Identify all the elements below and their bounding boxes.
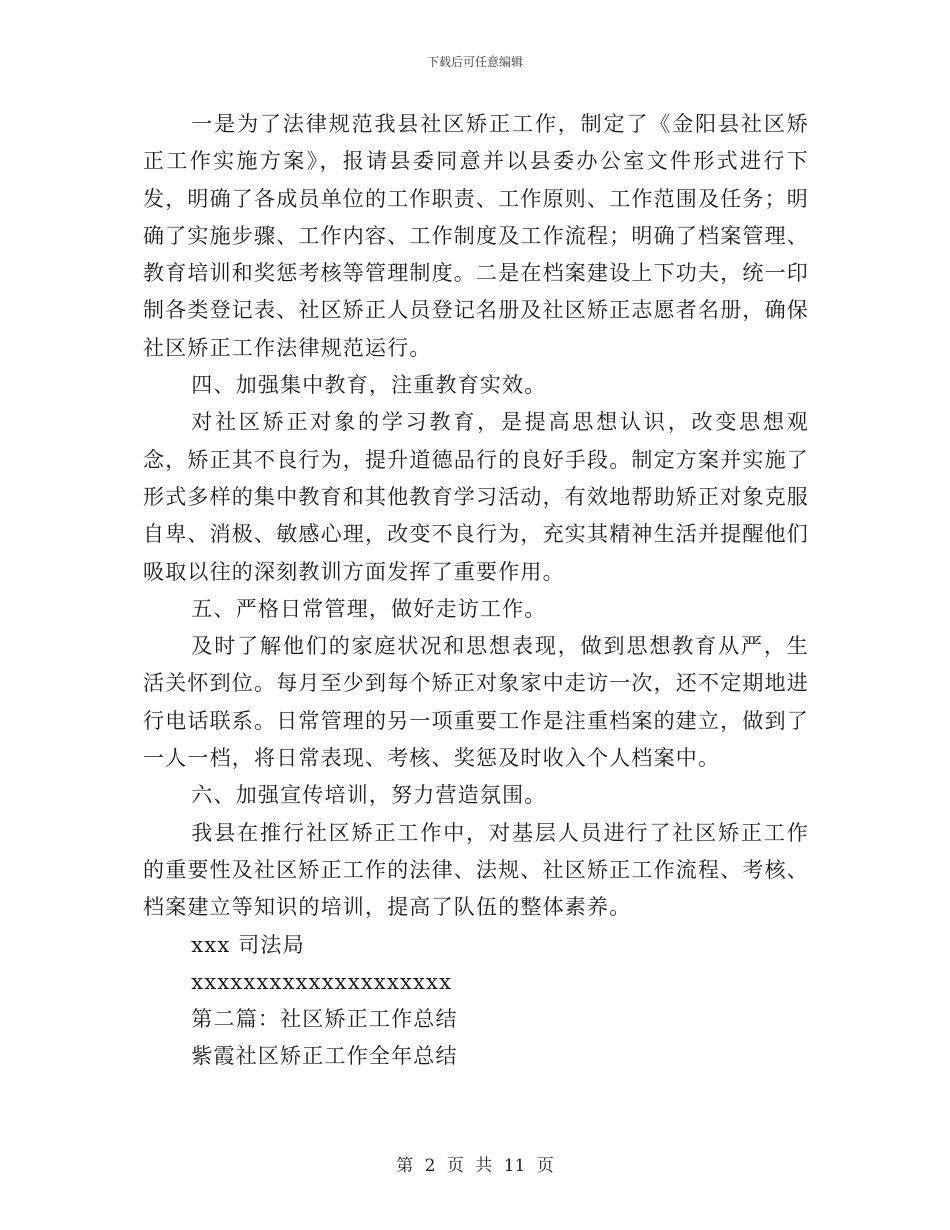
signature-bureau: xxx 司法局 (191, 932, 305, 957)
paragraph-daily-management: 及时了解他们的家庭状况和思想表现，做到思想教育从严，生活关怀到位。每月至少到每个矫正对象家中走访一次，还不定期地进行电话联系。日常管理的另一项重要工作是注重档案的建立，做到了一人一档，将日常表现、考核、奖惩及时收入个人档案中。 (143, 634, 809, 771)
page-header: 下载后可任意编辑 (426, 55, 523, 69)
chapter-two-subtitle: 紫霞社区矫正工作全年总结 (191, 1044, 458, 1069)
section-heading-6: 六、加强宣传培训，努力营造氛围。 (191, 783, 547, 808)
paragraph-archive-management: 一是为了法律规范我县社区矫正工作，制定了《金阳县社区矫正工作实施方案》，报请县委同意并以县委办公室文件形式进行下发，明确了各成员单位的工作职责、工作原则、工作范围及任务；明确了实施步骤、工作内容、工作制度及工作流程；明确了档案管理、教育培训和奖惩考核等管理制度。二是在档案建设上下功夫，统一印制各类登记表、社区矫正人员登记名册及社区矫正志愿者名册，确保社区矫正工作法律规范运行。 (143, 112, 809, 360)
paragraph-education: 对社区矫正对象的学习教育，是提高思想认识，改变思想观念，矫正其不良行为，提升道德品行的良好手段。制定方案并实施了形式多样的集中教育和其他教育学习活动，有效地帮助矫正对象克服自卑、消极、敏感心理，改变不良行为，充实其精神生活并提醒他们吸取以往的深刻教训方面发挥了重要作用。 (143, 410, 809, 584)
section-heading-4: 四、加强集中教育，注重教育实效。 (191, 373, 547, 398)
section-heading-5: 五、严格日常管理，做好走访工作。 (191, 596, 547, 621)
signature-date: xxxxxxxxxxxxxxxxxxxx (191, 969, 453, 994)
page-number: 第 2 页 共 11 页 (396, 1156, 554, 1176)
chapter-two-title: 第二篇：社区矫正工作总结 (191, 1007, 458, 1032)
document-body (143, 106, 809, 1076)
paragraph-training: 我县在推行社区矫正工作中，对基层人员进行了社区矫正工作的重要性及社区矫正工作的法律、法规、社区矫正工作流程、考核、档案建立等知识的培训，提高了队伍的整体素养。 (143, 820, 809, 920)
